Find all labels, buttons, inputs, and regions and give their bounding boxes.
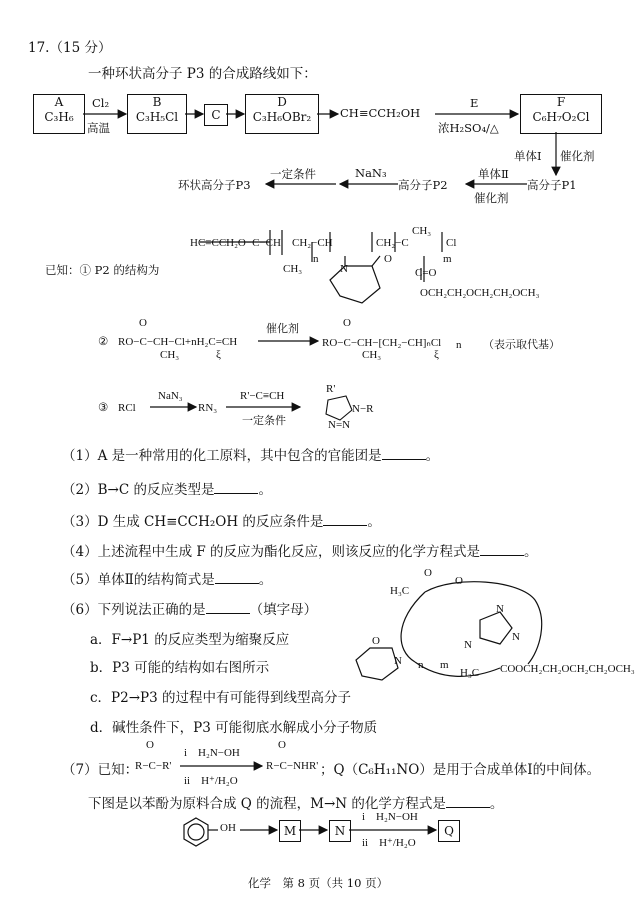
question-2: （2）B→C 的反应类型是 。	[62, 482, 272, 498]
svg-text:O: O	[343, 317, 351, 329]
svg-text:CH₂−CH: CH₂−CH	[292, 237, 333, 249]
triazole-ring	[480, 612, 512, 644]
catalyst-label-2: 催化剂	[474, 191, 509, 205]
svg-text:n: n	[456, 339, 462, 351]
q7-ketone: R−C−R'	[135, 760, 172, 772]
monomer2-label: 单体Ⅱ	[478, 167, 509, 181]
svg-text:C=O: C=O	[415, 267, 437, 279]
nan3-label: NaN₃	[355, 166, 387, 180]
svg-text:CH₃: CH₃	[412, 225, 432, 237]
svg-text:H₃C: H₃C	[460, 667, 480, 679]
catalyst-label-1: 催化剂	[560, 149, 595, 163]
svg-text:CH₂−C: CH₂−C	[376, 237, 409, 249]
intro-text: 一种环状高分子 P3 的合成路线如下：	[88, 66, 317, 82]
svg-text:N: N	[464, 639, 472, 651]
svg-text:COOCH₂CH₂OCH₂CH₂OCH₃: COOCH₂CH₂OCH₂CH₂OCH₃	[500, 663, 635, 675]
nan3-known: NaN₃	[158, 390, 183, 402]
svg-text:N: N	[496, 603, 504, 615]
svg-text:N: N	[340, 263, 348, 275]
svg-text:n: n	[313, 253, 319, 265]
svg-text:H₃C: H₃C	[390, 585, 410, 597]
svg-text:OCH₂CH₂OCH₂CH₂OCH₃: OCH₂CH₂OCH₂CH₂OCH₃	[420, 287, 540, 299]
known-item2-num: ②	[98, 334, 109, 348]
azepanone-ring	[330, 266, 380, 303]
svg-text:CH₃: CH₃	[283, 263, 303, 275]
svg-text:CH₃: CH₃	[362, 349, 382, 361]
svg-text:O: O	[384, 253, 392, 265]
option-c: c．P2→P3 的过程中有可能得到线型高分子	[90, 690, 352, 706]
phenol-oh: OH	[220, 822, 236, 834]
known-item2-product: RO−C−CH−[CH₂−CH]ₙCl	[322, 337, 442, 349]
box-N: N	[329, 820, 351, 842]
svg-text:m: m	[443, 253, 452, 265]
svg-text:O: O	[278, 739, 286, 751]
monomer1-label: 单体Ⅰ	[514, 149, 542, 163]
option-a: a．F→P1 的反应类型为缩聚反应	[90, 632, 290, 648]
question-4: （4）上述流程中生成 F 的反应为酯化反应，则该反应的化学方程式是 。	[62, 544, 538, 560]
arrow-ab-top: Cl₂	[92, 96, 110, 110]
svg-text:O: O	[139, 317, 147, 329]
arrow-ef-top: E	[470, 96, 479, 110]
known-item3-num: ③	[98, 400, 109, 414]
known-item2-catalyst: 催化剂	[266, 323, 299, 335]
alkyne-condition: 一定条件	[242, 415, 286, 427]
polymer-p1: 高分子P1	[527, 178, 577, 192]
svg-text:O: O	[424, 567, 432, 579]
q7-prefix: （7）已知：	[62, 762, 139, 778]
phenol-aromatic-circle	[188, 824, 204, 840]
q7-line2: 下图是以苯酚为原料合成 Q 的流程，M→N 的化学方程式是 。	[88, 796, 504, 812]
svg-text:m: m	[440, 659, 449, 671]
svg-text:n: n	[418, 659, 424, 671]
svg-text:HC≡CCH₂O−C−CH: HC≡CCH₂O−C−CH	[190, 237, 281, 249]
svg-text:N−R: N−R	[352, 403, 374, 415]
svg-text:O: O	[146, 739, 154, 751]
svg-text:ξ: ξ	[216, 349, 221, 361]
condition-label: 一定条件	[270, 167, 316, 181]
box-A: A C₃H₆	[33, 94, 85, 134]
arrow-ab-bottom: 高温	[87, 121, 110, 135]
q7-reagent-i: i H₂N−OH	[184, 747, 240, 759]
box-Q: Q	[438, 820, 460, 842]
option-d: d．碱性条件下，P3 可能彻底水解成小分子物质	[90, 720, 378, 736]
propargyl-alcohol: CH≡CCH₂OH	[340, 106, 421, 120]
question-number: 17.（15 分）	[28, 40, 112, 56]
box-C: C	[204, 104, 228, 126]
question-1: （1）A 是一种常用的化工原料，其中包含的官能团是 。	[62, 448, 440, 464]
alkyne-reagent: R'−C≡CH	[240, 390, 285, 402]
q7-tail: ；Q（C₆H₁₁NO）是用于合成单体Ⅰ的中间体。	[320, 762, 601, 778]
svg-text:R': R'	[326, 383, 336, 395]
svg-text:O: O	[372, 635, 380, 647]
q7-amide: R−C−NHR'	[266, 760, 319, 772]
svg-text:N: N	[394, 655, 402, 667]
rn3: RN₃	[198, 402, 218, 414]
q7-flow-reagent-i: i H₂N−OH	[362, 811, 418, 823]
question-3: （3）D 生成 CH≡CCH₂OH 的反应条件是 。	[62, 514, 381, 530]
svg-text:Cl: Cl	[446, 237, 457, 249]
known-item2-reactant: RO−C−CH−Cl+nH₂C=CH	[118, 336, 238, 348]
rcl: RCl	[118, 402, 136, 414]
question-6: （6）下列说法正确的是 （填字母）	[62, 602, 318, 618]
question-5: （5）单体Ⅱ的结构简式是 。	[62, 572, 273, 588]
svg-text:N=N: N=N	[328, 419, 351, 431]
p3-ring-top	[425, 582, 542, 664]
page-footer: 化学 第 8 页（共 10 页）	[248, 876, 389, 890]
box-F: F C₆H₇O₂Cl	[520, 94, 602, 134]
p3-lactam-ring	[356, 648, 398, 680]
svg-text:ξ: ξ	[434, 349, 439, 361]
q7-reagent-ii: ii H⁺/H₂O	[184, 775, 238, 787]
box-B: B C₃H₅Cl	[127, 94, 187, 134]
polymer-p3: 环状高分子P3	[178, 178, 251, 192]
q7-flow-reagent-ii: ii H⁺/H₂O	[362, 837, 416, 849]
known-item2-note: （表示取代基）	[483, 339, 560, 351]
box-M: M	[279, 820, 301, 842]
svg-text:CH₃: CH₃	[160, 349, 180, 361]
polymer-p2: 高分子P2	[398, 178, 448, 192]
arrow-ef-bottom: 浓H₂SO₄/△	[438, 121, 499, 135]
svg-text:N: N	[512, 631, 520, 643]
known-label: 已知：① P2 的结构为	[45, 263, 160, 277]
svg-text:O: O	[455, 575, 463, 587]
option-b: b．P3 可能的结构如右图所示	[90, 660, 270, 676]
box-D: D C₃H₆OBr₂	[245, 94, 319, 134]
